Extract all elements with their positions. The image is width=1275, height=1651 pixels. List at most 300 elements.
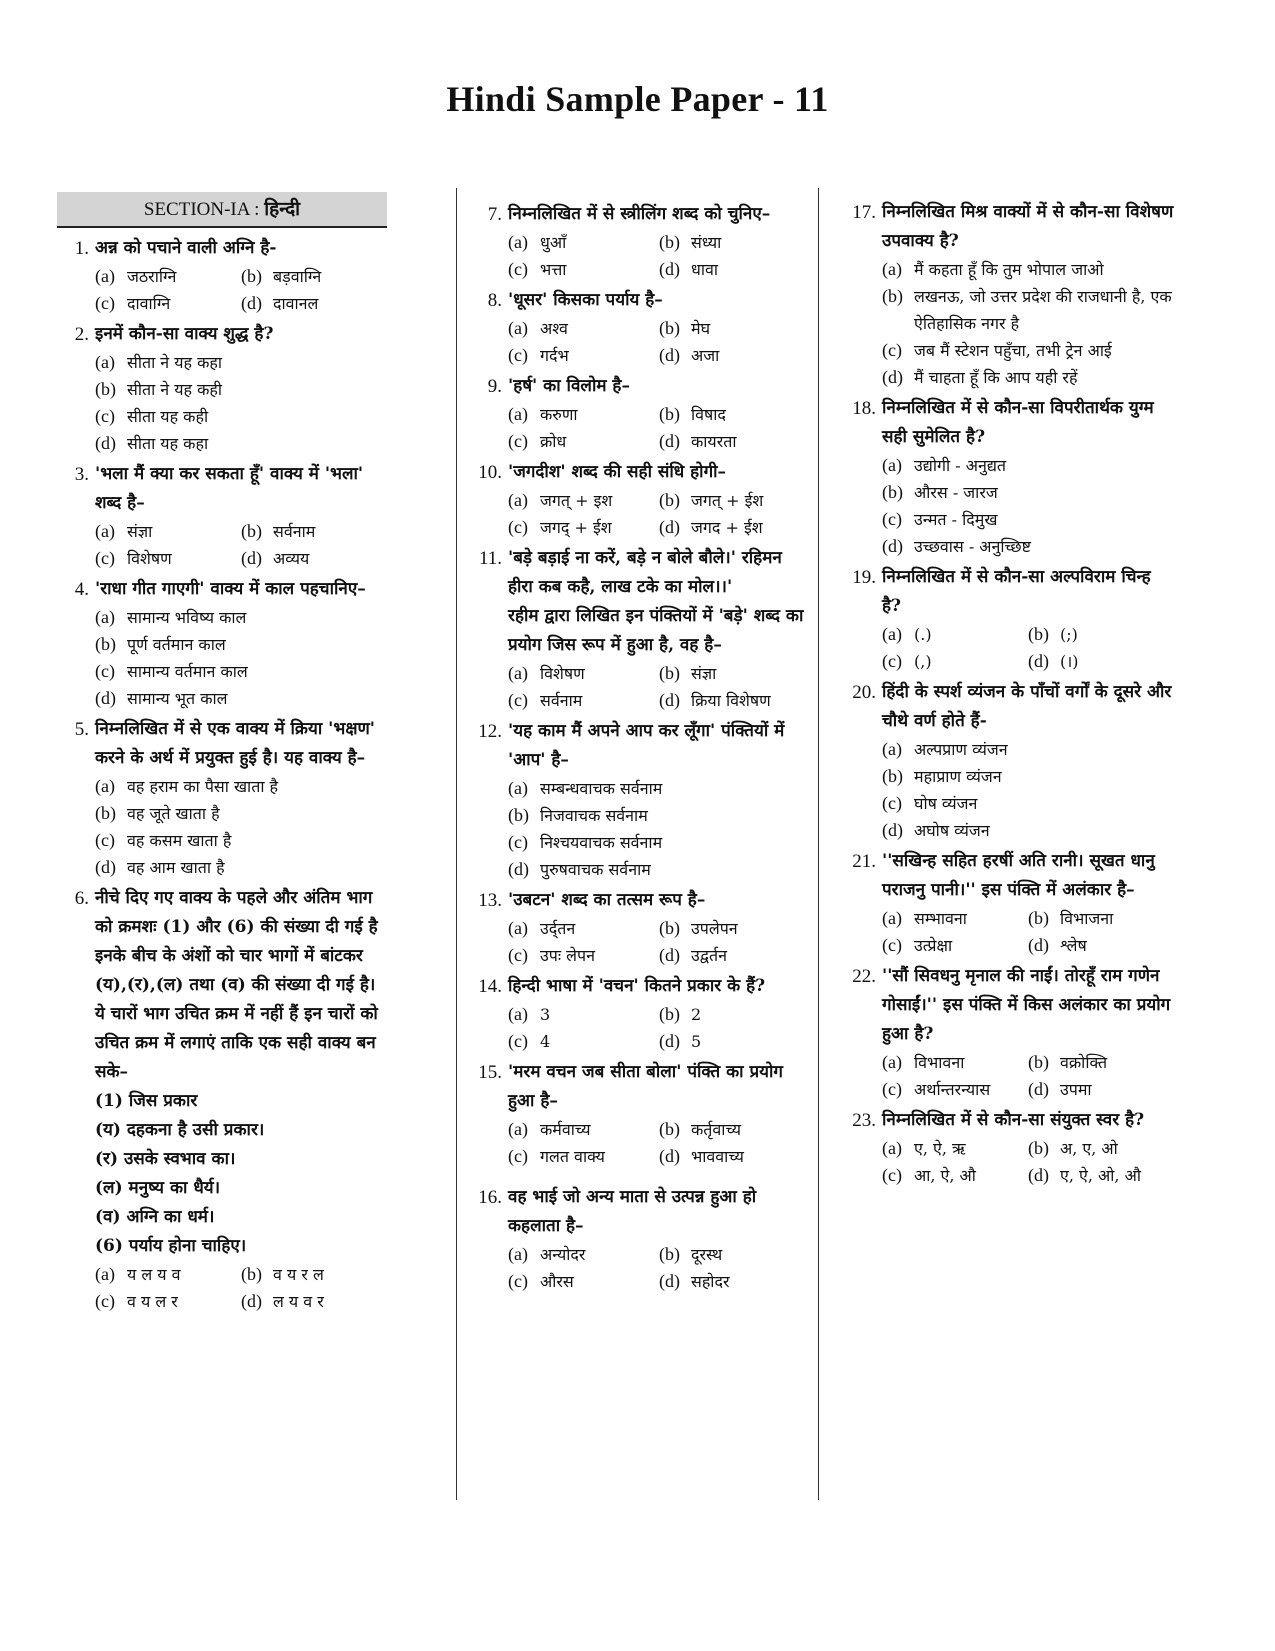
option-label: (c) — [508, 517, 528, 537]
question-number: 13. — [478, 890, 502, 911]
option — [508, 487, 659, 514]
option-text: संज्ञा — [127, 522, 153, 541]
option-label: (d) — [508, 859, 529, 879]
options-list — [844, 256, 1174, 391]
option-label: (d) — [659, 517, 680, 537]
question-item — [844, 1106, 1174, 1189]
option-label: (a) — [508, 490, 528, 510]
options-row — [508, 1268, 810, 1295]
option — [95, 349, 387, 376]
option-label: (c) — [508, 690, 528, 710]
option — [508, 342, 659, 369]
option — [241, 1261, 387, 1288]
option-text: कायरता — [691, 432, 737, 451]
question-item — [844, 962, 1174, 1103]
option-label: (b) — [1028, 624, 1049, 644]
option-text: उद्वर्तन — [691, 946, 727, 965]
question-number: 14. — [478, 976, 502, 997]
option — [659, 487, 810, 514]
option — [95, 685, 387, 712]
option-label: (b) — [659, 490, 680, 510]
options-row — [882, 932, 1174, 959]
option — [95, 518, 241, 545]
option-label: (c) — [508, 1271, 528, 1291]
question-text: 'भला मैं क्या कर सकता हूँ' वाक्य में 'भला' शब्द है– — [95, 464, 364, 513]
option-label: (a) — [882, 455, 902, 475]
option — [508, 1143, 659, 1170]
column-left — [57, 192, 387, 1318]
option-text: दूरस्थ — [691, 1245, 723, 1264]
options-list — [57, 604, 387, 712]
option-label: (a) — [882, 624, 902, 644]
question-item — [470, 286, 810, 369]
option-label: (c) — [95, 661, 115, 681]
question-text: 'मरम वचन जब सीता बोला' पंक्ति का प्रयोग हुआ है– — [508, 1062, 783, 1111]
option-text: विशेषण — [540, 664, 585, 683]
option — [95, 604, 387, 631]
question-item — [470, 544, 810, 714]
option — [508, 775, 810, 802]
option-text: वह हराम का पैसा खाता है — [127, 777, 279, 796]
option-label: (a) — [508, 318, 528, 338]
options-list — [470, 915, 810, 969]
question-number: 20. — [852, 682, 876, 703]
question-row — [844, 563, 1174, 621]
question-item — [844, 563, 1174, 675]
option-label: (a) — [95, 352, 115, 372]
options-row — [508, 514, 810, 541]
option-text: सर्वनाम — [273, 522, 316, 541]
option-label: (d) — [882, 820, 903, 840]
option-label: (b) — [241, 521, 262, 541]
option-text: संध्या — [691, 233, 722, 252]
question-part: (र) उसके स्वभाव का। — [95, 1149, 236, 1169]
option — [508, 315, 659, 342]
option — [508, 1028, 659, 1055]
option-label: (a) — [95, 607, 115, 627]
option-label: (b) — [241, 1264, 262, 1284]
options-list — [844, 1049, 1174, 1103]
question-row — [57, 320, 387, 349]
option — [95, 376, 387, 403]
option-label: (a) — [882, 259, 902, 279]
option-text: श्लेष — [1060, 936, 1087, 955]
option-label: (b) — [659, 918, 680, 938]
options-list — [57, 349, 387, 457]
question-item — [470, 886, 810, 969]
question-row — [844, 678, 1174, 736]
option-label: (b) — [95, 379, 116, 399]
option-text: कर्तृवाच्य — [691, 1120, 742, 1139]
option-label: (c) — [882, 651, 902, 671]
option-text: जगत् + इश — [540, 491, 613, 510]
question-text: अन्न को पचाने वाली अग्नि है- — [95, 238, 277, 258]
section-subject: हिन्दी — [264, 198, 301, 220]
option-label: (b) — [659, 232, 680, 252]
column-divider — [818, 188, 819, 1500]
options-row — [508, 315, 810, 342]
option-text: बड़वाग्नि — [273, 267, 322, 286]
option-text: 5 — [691, 1032, 702, 1051]
option — [95, 827, 387, 854]
option — [508, 942, 659, 969]
options-list — [844, 736, 1174, 844]
option — [882, 905, 1028, 932]
option-label: (b) — [1028, 1138, 1049, 1158]
question-item — [57, 460, 387, 572]
options-row — [882, 1049, 1174, 1076]
option-label: (d) — [659, 945, 680, 965]
option-text: 4 — [540, 1032, 551, 1051]
option — [508, 856, 810, 883]
option-text: मेघ — [691, 319, 711, 338]
page-title: Hindi Sample Paper - 11 — [446, 79, 829, 119]
options-row — [508, 256, 810, 283]
option — [882, 256, 1174, 283]
question-item — [57, 715, 387, 881]
options-row — [95, 1288, 387, 1315]
question-row — [57, 575, 387, 604]
option — [659, 687, 810, 714]
option — [95, 658, 387, 685]
option — [95, 430, 387, 457]
option — [508, 1268, 659, 1295]
option-text: (।) — [1060, 652, 1079, 671]
option-label: (d) — [659, 1271, 680, 1291]
option — [508, 1001, 659, 1028]
option — [241, 290, 387, 317]
option — [659, 915, 810, 942]
option-text: वक्रोक्ति — [1060, 1053, 1108, 1072]
question-row — [844, 847, 1174, 905]
option-label: (b) — [1028, 1052, 1049, 1072]
question-item — [470, 717, 810, 883]
question-text: निम्नलिखित में से कौन-सा अल्पविराम चिन्ह है? — [882, 567, 1151, 616]
option-text: य ल य व — [127, 1265, 181, 1284]
option-label: (c) — [508, 345, 528, 365]
option — [659, 514, 810, 541]
options-list — [470, 660, 810, 714]
option-text: क्रोध — [540, 432, 567, 451]
option — [882, 364, 1174, 391]
option-text: ए, ऐ, ओ, औ — [1060, 1166, 1141, 1185]
option — [659, 1268, 810, 1295]
option-label: (b) — [882, 286, 903, 306]
question-text: वह भाई जो अन्य माता से उत्पन्न हुआ हो कहलाता है– — [508, 1187, 757, 1236]
option-label: (d) — [241, 1291, 262, 1311]
question-row — [57, 884, 387, 1087]
option-text: जठराग्नि — [127, 267, 177, 286]
option — [508, 401, 659, 428]
question-number: 1. — [74, 238, 89, 259]
option-label: (c) — [95, 548, 115, 568]
option-text: उत्प्रेक्षा — [914, 936, 953, 955]
option — [508, 428, 659, 455]
option-text: ए, ऐ, ऋ — [914, 1139, 966, 1158]
option — [882, 817, 1174, 844]
option-label: (a) — [508, 918, 528, 938]
option — [659, 342, 810, 369]
option-text: विषाद — [691, 405, 726, 424]
question-number: 7. — [487, 204, 502, 225]
option-text: सीता ने यह कहा — [127, 353, 223, 372]
option-label: (c) — [882, 935, 902, 955]
options-row — [882, 621, 1174, 648]
column-right — [844, 198, 1174, 1192]
question-item — [844, 678, 1174, 844]
question-item — [470, 200, 810, 283]
question-parts — [57, 1087, 387, 1261]
option-label: (d) — [659, 1146, 680, 1166]
option-text: गलत वाक्य — [540, 1147, 605, 1166]
option-text: क्रिया विशेषण — [691, 691, 771, 710]
option-text: सीता यह कहा — [127, 434, 209, 453]
option-label: (b) — [659, 663, 680, 683]
option — [882, 1162, 1028, 1189]
section-header — [57, 192, 387, 228]
option — [241, 518, 387, 545]
option-text: दावाग्नि — [127, 294, 171, 313]
option-label: (c) — [95, 406, 115, 426]
option-text: गर्दभ — [540, 346, 569, 365]
option — [882, 932, 1028, 959]
option — [882, 337, 1174, 364]
option-label: (d) — [882, 367, 903, 387]
option — [659, 1116, 810, 1143]
option-label: (d) — [659, 1031, 680, 1051]
question-item — [57, 575, 387, 712]
column-middle — [470, 200, 810, 1298]
option — [95, 1261, 241, 1288]
option-label: (b) — [95, 803, 116, 823]
question-part: (य) दहकना है उसी प्रकार। — [95, 1120, 265, 1140]
options-row — [95, 1261, 387, 1288]
option-text: वह कसम खाता है — [127, 831, 232, 850]
option — [95, 854, 387, 881]
option — [659, 660, 810, 687]
options-list — [470, 229, 810, 283]
option-text: अव्यय — [273, 549, 310, 568]
options-list — [57, 518, 387, 572]
option-text: सम्बन्धवाचक सर्वनाम — [540, 779, 663, 798]
option-text: औरस - जारज — [914, 483, 998, 502]
question-row — [470, 717, 810, 775]
option-text: जगद् + ईश — [540, 518, 612, 537]
option — [1028, 905, 1174, 932]
options-row — [95, 545, 387, 572]
option-text: ल य व र — [273, 1292, 324, 1311]
option — [508, 1116, 659, 1143]
options-row — [508, 487, 810, 514]
option — [659, 229, 810, 256]
question-item — [470, 372, 810, 455]
option-label: (d) — [95, 857, 116, 877]
option-text: लखनऊ, जो उत्तर प्रदेश की राजधानी है, एक ऐतिहासिक नगर है — [914, 287, 1172, 333]
option — [241, 545, 387, 572]
option — [659, 1143, 810, 1170]
question-row — [57, 715, 387, 773]
option-text: जब मैं स्टेशन पहुँचा, तभी ट्रेन आई — [914, 341, 1112, 360]
question-row — [844, 1106, 1174, 1135]
options-list — [57, 773, 387, 881]
question-number: 4. — [74, 579, 89, 600]
question-text: 'यह काम मैं अपने आप कर लूँगा' पंक्तियों में 'आप' है– — [508, 721, 785, 770]
option-text: सर्वनाम — [540, 691, 583, 710]
option-text: अश्व — [540, 319, 568, 338]
option-text: सीता ने यह कही — [127, 380, 223, 399]
option-text: धुआँ — [540, 233, 567, 252]
option-text: 3 — [540, 1005, 551, 1024]
option — [1028, 932, 1174, 959]
option-label: (b) — [659, 1119, 680, 1139]
question-number: 18. — [852, 398, 876, 419]
question-number: 22. — [852, 966, 876, 987]
options-row — [508, 1143, 810, 1170]
options-row — [508, 1116, 810, 1143]
option-label: (a) — [95, 776, 115, 796]
option — [882, 1135, 1028, 1162]
option-text: सामान्य भूत काल — [127, 689, 228, 708]
option — [882, 506, 1174, 533]
option — [882, 1076, 1028, 1103]
option-text: अर्थान्तरन्यास — [914, 1080, 991, 1099]
question-part: (ल) मनुष्य का धैर्य। — [95, 1178, 221, 1198]
option-text: महाप्राण व्यंजन — [914, 767, 1002, 786]
question-number: 3. — [74, 464, 89, 485]
options-row — [882, 1135, 1174, 1162]
options-row — [508, 1241, 810, 1268]
option-text: भाववाच्य — [691, 1147, 744, 1166]
option-label: (a) — [508, 778, 528, 798]
option — [95, 403, 387, 430]
question-row — [57, 460, 387, 518]
question-number: 10. — [478, 462, 502, 483]
question-text: 'बड़े बड़ाई ना करें, बड़े न बोले बौले।' रहिमन हीरा कब कहै, लाख टके का मोल।।' रहीम द्वारा लिखित इन पंक्तियों में 'बड़े' शब्द का प्रयोग जिस रूप में हुआ है, वह है– — [508, 548, 804, 655]
question-part: (1) जिस प्रकार — [95, 1091, 198, 1111]
question-number: 9. — [487, 376, 502, 397]
options-list — [470, 1116, 810, 1170]
option-label: (d) — [1028, 1079, 1049, 1099]
options-list — [57, 1261, 387, 1315]
option-text: दावानल — [273, 294, 319, 313]
option — [508, 802, 810, 829]
option — [882, 1049, 1028, 1076]
question-number: 2. — [74, 324, 89, 345]
option — [882, 533, 1174, 560]
option-text: सामान्य वर्तमान काल — [127, 662, 248, 681]
option-label: (b) — [882, 482, 903, 502]
option-label: (a) — [882, 739, 902, 759]
option — [508, 915, 659, 942]
option-text: उच्छवास - अनुच्छिष्ट — [914, 537, 1032, 556]
option-text: सहोदर — [691, 1272, 730, 1291]
option-label: (c) — [508, 832, 528, 852]
option — [659, 1241, 810, 1268]
options-list — [470, 1001, 810, 1055]
option — [659, 401, 810, 428]
question-number: 17. — [852, 202, 876, 223]
option-label: (c) — [95, 293, 115, 313]
option-label: (c) — [95, 1291, 115, 1311]
option-label: (b) — [241, 266, 262, 286]
option-label: (c) — [882, 793, 902, 813]
option-label: (b) — [659, 318, 680, 338]
option-text: व य र ल — [273, 1265, 324, 1284]
option — [1028, 621, 1174, 648]
question-item — [844, 394, 1174, 560]
option-label: (a) — [882, 1052, 902, 1072]
question-number: 19. — [852, 567, 876, 588]
option — [659, 315, 810, 342]
option — [659, 942, 810, 969]
question-row — [470, 972, 810, 1001]
option-text: (.) — [914, 625, 932, 644]
question-text: ''सौं सिवधनु मृनाल की नाईं। तोरहूँ राम गणेन गोसाईं।'' इस पंक्ति में किस अलंकार का प्रयोग हुआ है? — [882, 966, 1171, 1044]
options-row — [508, 942, 810, 969]
option — [241, 263, 387, 290]
option — [1028, 1049, 1174, 1076]
option — [95, 1288, 241, 1315]
option-label: (a) — [508, 663, 528, 683]
option-label: (b) — [95, 634, 116, 654]
option-label: (b) — [1028, 908, 1049, 928]
option-label: (a) — [508, 232, 528, 252]
option — [95, 631, 387, 658]
option-label: (d) — [241, 548, 262, 568]
options-row — [882, 905, 1174, 932]
column-divider — [456, 188, 457, 1500]
option-text: धावा — [691, 260, 719, 279]
question-item — [470, 1173, 810, 1295]
option-text: निश्चयवाचक सर्वनाम — [540, 833, 663, 852]
option-text: विभावना — [914, 1053, 965, 1072]
options-row — [508, 1001, 810, 1028]
question-number: 16. — [478, 1187, 502, 1208]
option — [1028, 1076, 1174, 1103]
options-row — [508, 401, 810, 428]
option — [882, 736, 1174, 763]
option-text: सम्भावना — [914, 909, 967, 928]
question-item — [57, 234, 387, 317]
question-text: निम्नलिखित मिश्र वाक्यों में से कौन-सा विशेषण उपवाक्य है? — [882, 202, 1174, 251]
option-label: (a) — [95, 1264, 115, 1284]
option-label: (c) — [882, 509, 902, 529]
options-row — [882, 1076, 1174, 1103]
option — [1028, 1162, 1174, 1189]
option-text: घोष व्यंजन — [914, 794, 978, 813]
option-label: (d) — [659, 345, 680, 365]
option — [882, 452, 1174, 479]
question-number: 23. — [852, 1110, 876, 1131]
question-item — [57, 320, 387, 457]
option-text: उर्द्तन — [540, 919, 576, 938]
question-text: 'उबटन' शब्द का तत्सम रूप है– — [508, 890, 706, 910]
option-label: (c) — [508, 945, 528, 965]
option-text: संज्ञा — [691, 664, 717, 683]
option-text: (;) — [1060, 625, 1078, 644]
option — [95, 773, 387, 800]
option-label: (d) — [659, 690, 680, 710]
question-number: 6. — [74, 888, 89, 909]
question-text: निम्नलिखित में से कौन-सा विपरीतार्थक युग्म सही सुमेलित है? — [882, 398, 1154, 447]
option-label: (d) — [1028, 1165, 1049, 1185]
question-item — [470, 972, 810, 1055]
question-part: (6) पर्याय होना चाहिए। — [95, 1236, 247, 1256]
option-text: आ, ऐ, औ — [914, 1166, 976, 1185]
option-label: (c) — [508, 259, 528, 279]
option — [882, 763, 1174, 790]
section-label: SECTION-IA : — [143, 199, 265, 220]
